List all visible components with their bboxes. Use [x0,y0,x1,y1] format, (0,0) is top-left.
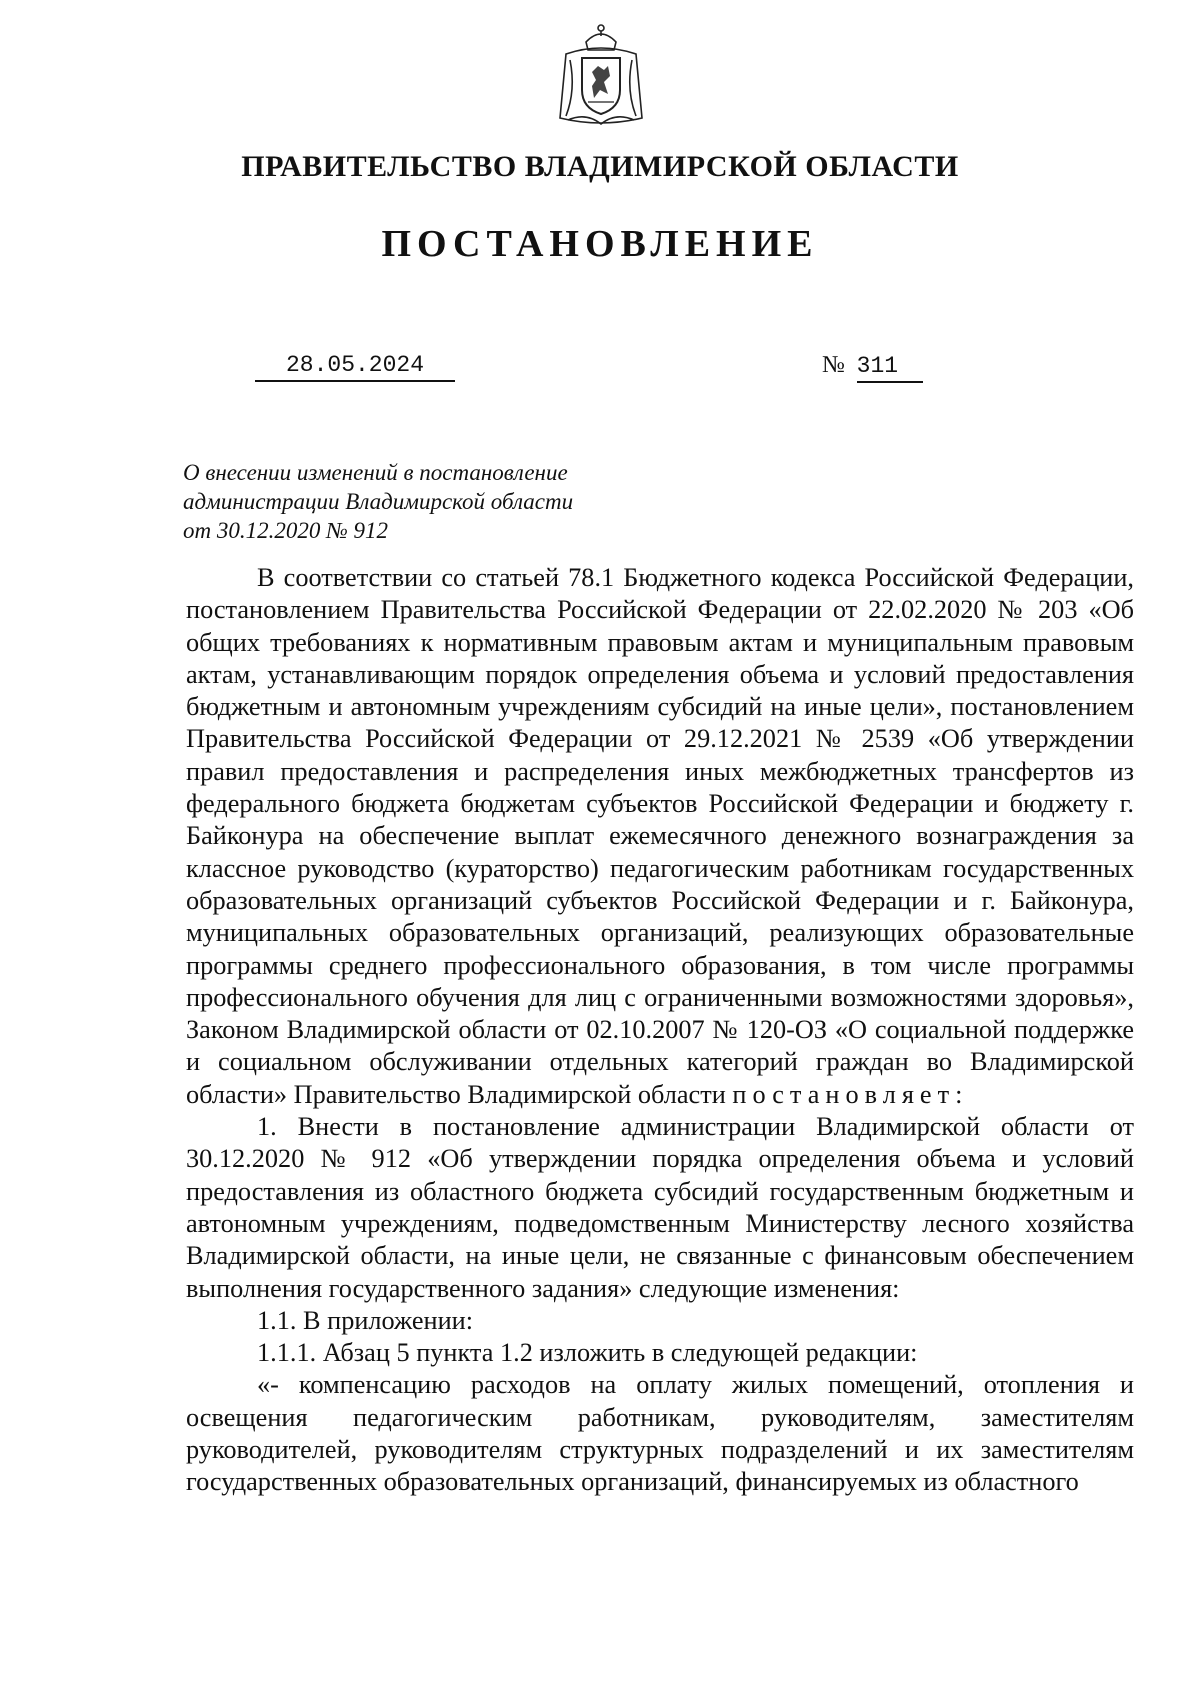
preamble-paragraph [186,562,1134,1111]
resolves-word: постановляет: [732,1079,969,1109]
document-number [822,352,923,383]
document-type: ПОСТАНОВЛЕНИЕ [381,223,819,265]
item-1: 1. Внести в постановление администрации Владимирской области от 30.12.2020 № 912 «Об утверждении порядка определения объема и условий предоставления из областного бюджета субсидий государственным бюджетным и автономным учреждениям, подведомственным Министерству лесного хозяйства Владимирской области, на иные цели, не связанные с финансовым обеспечением выполнения государственного задания» следующие изменения: [186,1112,1134,1303]
document-body [186,562,1134,1499]
government-title: ПРАВИТЕЛЬСТВО ВЛАДИМИРСКОЙ ОБЛАСТИ [241,150,959,183]
quoted-paragraph: «- компенсацию расходов на оплату жилых помещений, отопления и освещения педагогическим работникам, руководителям, заместителям руководителей, руководителям структурных подразделений и их заместителям государственных образовательных организаций, финансируемых из областного [186,1370,1134,1497]
subject-line: от 30.12.2020 № 912 [183,518,389,543]
document-date: 28.05.2024 [255,352,455,382]
subject-line: администрации Владимирской области [183,489,574,514]
number-value: 311 [857,353,923,383]
number-sign: № [822,352,845,378]
preamble-text: В соответствии со статьей 78.1 Бюджетного кодекса Российской Федерации, постановлением Правительства Российской Федерации от 22.02.2020 № 203 «Об общих требованиях к нормативным правовым актам и муниципальным правовым актам, устанавливающим порядок определения объема и условий предоставления бюджетным и автономным учреждениям субсидий на иные цели», постановлением Правительства Российской Федерации от 29.12.2021 № 2539 «Об утверждении правил предоставления и распределения иных межбюджетных трансфертов из федерального бюджета бюджетам субъектов Российской Федерации и бюджету г. Байконура на обеспечение выплат ежемесячного денежного вознаграждения за классное руководство (кураторство) педагогическим работникам государственных образовательных организаций субъектов Российской Федерации и г. Байконура, муниципальных образовательных организаций, реализующих образовательные программы среднего профессионального образования, в том числе программы профессионального обучения для лиц с ограниченными возможностями здоровья», Законом Владимирской области от 02.10.2007 № 120-ОЗ «О социальной поддержке и социальном обслуживании отдельных категорий граждан во Владимирской области» Правительство Владимирской области [186,563,1134,1109]
coat-of-arms-icon [546,20,656,130]
document-subject [183,458,653,545]
item-1-1-1: 1.1.1. Абзац 5 пункта 1.2 изложить в следующей редакции: [257,1338,918,1368]
item-1-1: 1.1. В приложении: [257,1305,474,1335]
subject-line: О внесении изменений в постановление [183,460,568,485]
